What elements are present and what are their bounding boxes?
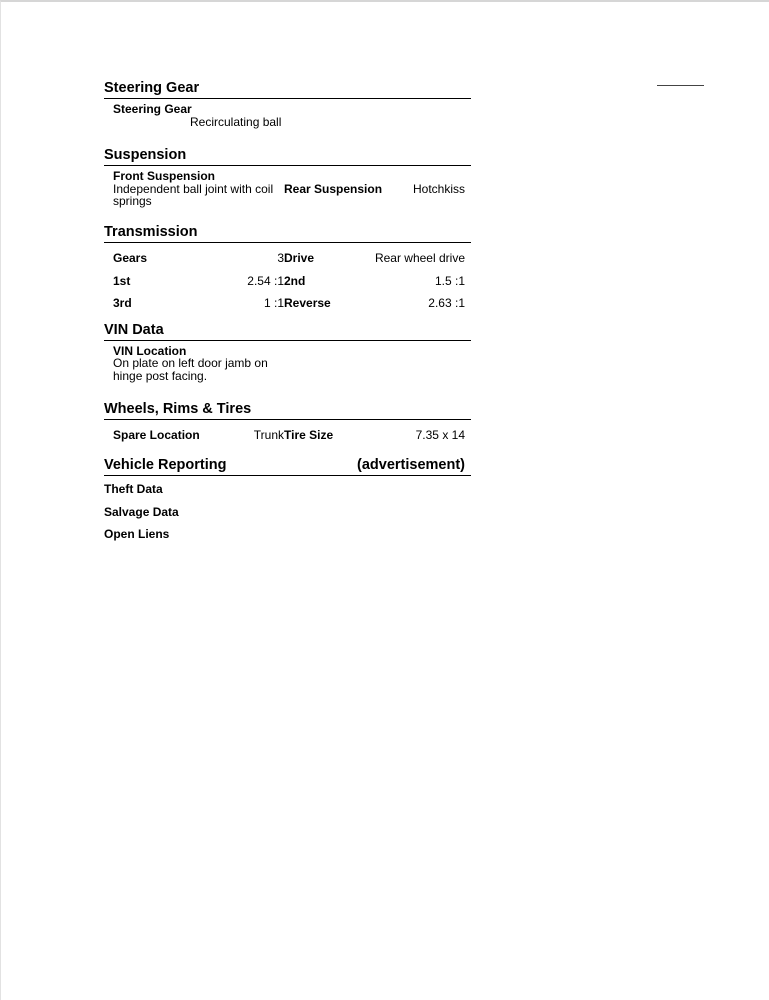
section-body [104,99,471,137]
transmission-row [113,270,465,293]
tire-size-label: Tire Size [284,427,334,442]
section-title-text: Transmission [104,224,198,240]
rear-suspension [284,170,465,212]
drive-value: Rear wheel drive [374,251,465,266]
rear-suspension-label: Rear Suspension [284,181,383,196]
second-gear-value: 1.5 :1 [434,273,465,288]
section-title [104,319,471,341]
transmission-cell-left [113,251,284,265]
section-body [104,166,471,212]
section-title-text: Vehicle Reporting [104,457,227,473]
section-title [104,221,471,243]
section-body [104,341,471,391]
section-steering-gear [104,77,471,137]
section-vin-data [104,319,471,391]
transmission-row [113,292,465,315]
section-title-text: Steering Gear [104,80,200,96]
gears-value: 3 [277,251,284,266]
rear-suspension-value: Hotchkiss [412,181,465,196]
front-suspension-value: Independent ball joint with coil springs [113,181,274,208]
report-item-salvage-data[interactable]: Salvage Data [104,504,179,519]
section-wheels-rims-tires [104,398,471,447]
vin-location [113,345,284,383]
tire-size-value: 7.35 x 14 [415,427,465,442]
front-suspension-label: Front Suspension [113,169,215,183]
section-title-text: Suspension [104,147,187,163]
report-item-open-liens[interactable]: Open Liens [104,527,170,542]
section-title-text: VIN Data [104,321,164,338]
vin-location-value: On plate on left door jamb on hinge post facing. [113,356,268,383]
reverse-gear-value: 2.63 :1 [428,296,465,311]
section-body [104,420,471,447]
section-body [104,243,471,315]
report-item-theft-data[interactable]: Theft Data [104,482,163,497]
gears-label: Gears [113,251,148,266]
steering-gear-label: Steering Gear [113,102,192,116]
section-title [104,77,471,99]
third-gear-value: 1 :1 [263,296,284,311]
transmission-cell-left [113,296,284,310]
section-title-text: Wheels, Rims & Tires [104,400,252,417]
spare-location-value: Trunk [253,427,284,442]
section-title [104,398,471,420]
first-gear-value: 2.54 :1 [247,273,284,288]
first-gear-label: 1st [113,273,131,288]
section-title [104,144,471,166]
spec-content [104,77,471,546]
section-title [104,454,471,476]
third-gear-label: 3rd [113,296,132,311]
tire-size [284,428,465,442]
transmission-cell-right [284,296,465,310]
drive-label: Drive [284,251,315,266]
header-rule [657,85,704,86]
transmission-cell-right [284,251,465,265]
report-list [104,476,471,546]
wheels-row [113,424,465,447]
spare-location [113,428,284,442]
vin-location-label: VIN Location [113,343,187,358]
section-transmission [104,221,471,315]
front-suspension [113,170,284,212]
reverse-gear-label: Reverse [284,296,331,311]
advertisement-note: (advertisement) [357,457,465,473]
second-gear-label: 2nd [284,273,306,288]
spare-location-label: Spare Location [113,427,200,442]
transmission-row [113,247,465,270]
steering-gear-value: Recirculating ball [190,115,282,129]
transmission-cell-right [284,274,465,288]
section-suspension [104,144,471,212]
section-vehicle-reporting [104,454,471,546]
transmission-cell-left [113,274,284,288]
